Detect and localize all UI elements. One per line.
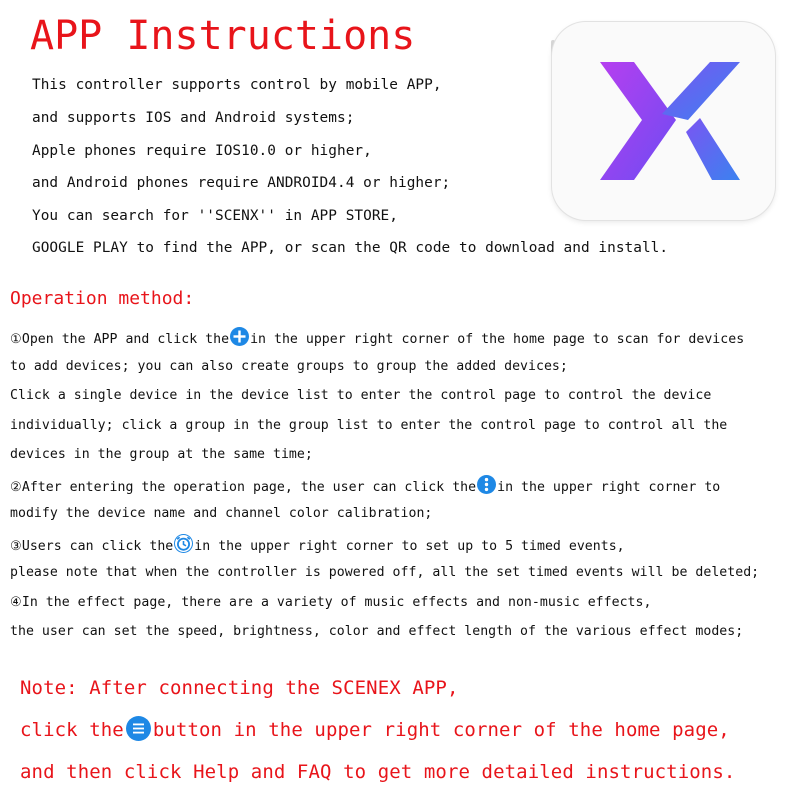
op-line-5: devices in the group at the same time;: [10, 447, 313, 462]
op-line-1-a: ①Open the APP and click the: [10, 332, 230, 347]
note-line-2: [20, 715, 730, 745]
scenex-app-logo: [552, 22, 775, 220]
more-vertical-icon: [477, 475, 496, 494]
op-line-3: Click a single device in the device list to enter the control page to control the device: [10, 388, 712, 403]
operation-heading: Operation method:: [10, 288, 195, 309]
intro-line-1: This controller supports control by mobile APP,: [32, 77, 442, 93]
note-line-2-a: click the: [20, 719, 124, 741]
op-line-4: individually; click a group in the group list to enter the control page to control all the: [10, 418, 728, 433]
intro-line-6: GOOGLE PLAY to find the APP, or scan the QR code to download and install.: [32, 240, 669, 256]
op-line-11: the user can set the speed, brightness, color and effect length of the various effect modes;: [10, 624, 744, 639]
op-line-1-b: in the upper right corner of the home page to scan for devices: [250, 332, 745, 347]
page-title: APP Instructions: [30, 13, 416, 59]
op-line-8: [10, 534, 625, 557]
plus-circle-icon: [230, 327, 249, 346]
list-menu-icon: [126, 716, 151, 741]
op-line-7: modify the device name and channel color calibration;: [10, 506, 433, 521]
op-line-8-b: in the upper right corner to set up to 5 timed events,: [194, 539, 625, 554]
intro-line-4: and Android phones require ANDROID4.4 or higher;: [32, 175, 451, 191]
intro-line-3: Apple phones require IOS10.0 or higher,: [32, 143, 372, 159]
op-line-6-a: ②After entering the operation page, the user can click the: [10, 480, 477, 495]
op-line-6: [10, 475, 720, 498]
alarm-clock-icon: [174, 534, 193, 553]
op-line-9: please note that when the controller is powered off, all the set timed events will be deleted;: [10, 565, 760, 580]
op-line-2: to add devices; you can also create groups to group the added devices;: [10, 359, 568, 374]
intro-line-5: You can search for ''SCENX'' in APP STORE,: [32, 208, 398, 224]
op-line-10: ④In the effect page, there are a variety of music effects and non-music effects,: [10, 595, 652, 610]
note-line-2-b: button in the upper right corner of the home page,: [152, 719, 730, 741]
scenex-logo-icon: [552, 22, 775, 220]
intro-line-2: and supports IOS and Android systems;: [32, 110, 355, 126]
op-line-8-a: ③Users can click the: [10, 539, 174, 554]
op-line-6-b: in the upper right corner to: [497, 480, 721, 495]
op-line-1: [10, 327, 744, 350]
note-line-1: Note: After connecting the SCENEX APP,: [20, 677, 459, 699]
note-line-3: and then click Help and FAQ to get more detailed instructions.: [20, 761, 736, 783]
